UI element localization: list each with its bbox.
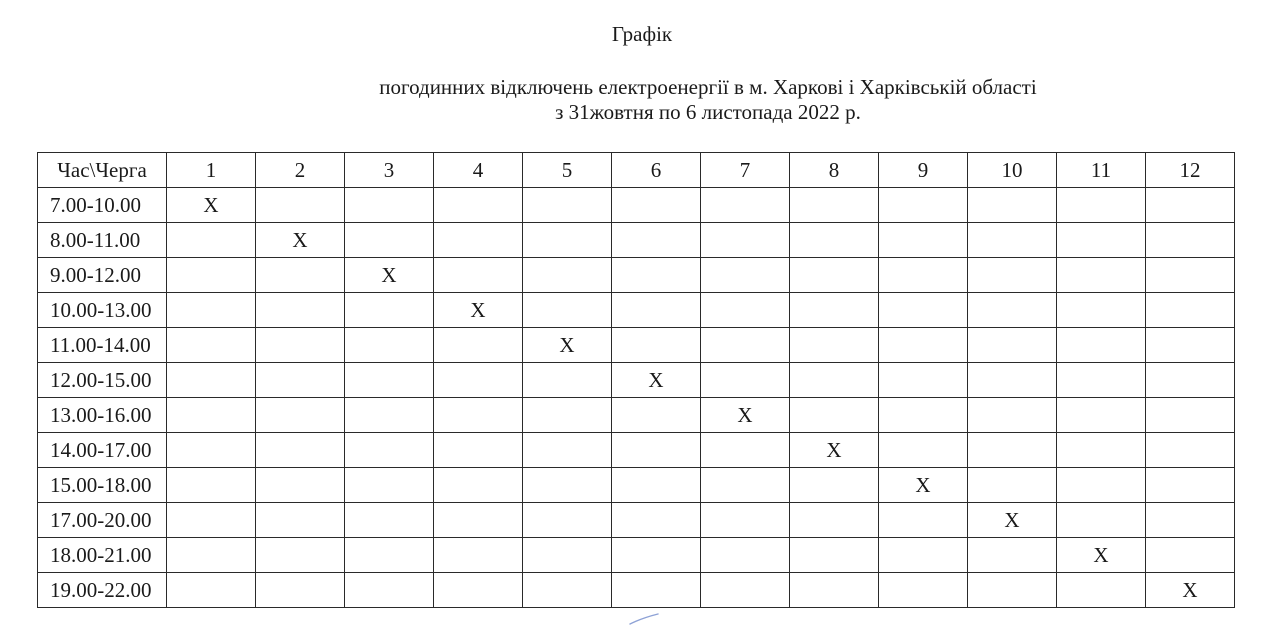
table-row [38, 188, 1235, 223]
queue-cell [523, 188, 612, 223]
queue-header: 2 [256, 153, 345, 188]
queue-cell [1057, 258, 1146, 293]
queue-cell [701, 573, 790, 608]
queue-cell [523, 223, 612, 258]
queue-header: 10 [968, 153, 1057, 188]
table-row [38, 503, 1235, 538]
outage-mark: X [737, 402, 753, 427]
table-row [38, 433, 1235, 468]
queue-cell [879, 188, 968, 223]
queue-cell [790, 328, 879, 363]
queue-cell [879, 538, 968, 573]
queue-cell [701, 503, 790, 538]
queue-cell [256, 363, 345, 398]
queue-cell [790, 258, 879, 293]
queue-header: 8 [790, 153, 879, 188]
queue-cell [701, 538, 790, 573]
queue-cell [701, 258, 790, 293]
outage-mark: X [1004, 507, 1020, 532]
queue-cell [523, 328, 612, 363]
table-row [38, 538, 1235, 573]
queue-cell [523, 398, 612, 433]
queue-cell [167, 503, 256, 538]
queue-cell [167, 328, 256, 363]
table-row [38, 328, 1235, 363]
queue-cell [345, 363, 434, 398]
document-title: Графік [611, 22, 673, 46]
queue-cell [612, 223, 701, 258]
queue-cell [523, 468, 612, 503]
queue-cell [1146, 328, 1235, 363]
time-slot-cell: 19.00-22.00 [38, 573, 167, 608]
queue-cell [523, 363, 612, 398]
queue-cell [345, 328, 434, 363]
queue-header: 6 [612, 153, 701, 188]
queue-cell [968, 433, 1057, 468]
queue-cell [701, 398, 790, 433]
queue-cell [968, 293, 1057, 328]
queue-cell [345, 468, 434, 503]
time-slot-cell: 12.00-15.00 [38, 363, 167, 398]
queue-cell [256, 258, 345, 293]
queue-cell [523, 573, 612, 608]
queue-cell [256, 538, 345, 573]
queue-cell [612, 328, 701, 363]
queue-cell [167, 538, 256, 573]
queue-cell [1057, 363, 1146, 398]
outage-mark: X [915, 472, 931, 497]
queue-cell [345, 293, 434, 328]
queue-cell [879, 468, 968, 503]
table-body [38, 188, 1235, 608]
queue-cell [612, 433, 701, 468]
queue-cell [167, 188, 256, 223]
queue-cell [345, 188, 434, 223]
queue-cell [523, 293, 612, 328]
queue-cell [523, 258, 612, 293]
queue-cell [523, 503, 612, 538]
queue-cell [701, 363, 790, 398]
queue-cell [1146, 503, 1235, 538]
queue-cell [790, 433, 879, 468]
queue-cell [968, 398, 1057, 433]
outage-mark: X [381, 262, 397, 287]
queue-cell [434, 328, 523, 363]
time-slot-cell: 14.00-17.00 [38, 433, 167, 468]
queue-cell [167, 398, 256, 433]
queue-cell [968, 468, 1057, 503]
queue-cell [612, 468, 701, 503]
outage-mark: X [826, 437, 842, 462]
time-slot-cell: 13.00-16.00 [38, 398, 167, 433]
queue-header: 5 [523, 153, 612, 188]
queue-cell [434, 223, 523, 258]
queue-cell [790, 293, 879, 328]
queue-cell [1057, 503, 1146, 538]
queue-cell [701, 468, 790, 503]
queue-cell [701, 328, 790, 363]
queue-cell [790, 573, 879, 608]
queue-cell [612, 293, 701, 328]
queue-cell [612, 258, 701, 293]
time-slot-cell: 7.00-10.00 [38, 188, 167, 223]
queue-cell [1057, 398, 1146, 433]
table-header-row [38, 153, 1235, 188]
queue-cell [1146, 293, 1235, 328]
queue-header: 12 [1146, 153, 1235, 188]
queue-cell [167, 573, 256, 608]
queue-cell [879, 223, 968, 258]
queue-cell [1057, 328, 1146, 363]
queue-cell [434, 258, 523, 293]
queue-cell [701, 433, 790, 468]
queue-cell [968, 223, 1057, 258]
queue-cell [345, 258, 434, 293]
queue-cell [968, 538, 1057, 573]
queue-cell [612, 573, 701, 608]
outage-mark: X [559, 332, 575, 357]
queue-cell [612, 398, 701, 433]
queue-cell [1146, 468, 1235, 503]
queue-cell [879, 363, 968, 398]
queue-cell [434, 433, 523, 468]
queue-cell [790, 468, 879, 503]
queue-cell [167, 293, 256, 328]
queue-cell [968, 188, 1057, 223]
queue-cell [1057, 223, 1146, 258]
subtitle-line-2: з 31жовтня по 6 листопада 2022 р. [555, 100, 861, 124]
queue-cell [434, 363, 523, 398]
queue-cell [256, 503, 345, 538]
time-slot-cell: 9.00-12.00 [38, 258, 167, 293]
queue-cell [434, 188, 523, 223]
queue-cell [879, 433, 968, 468]
queue-cell [167, 223, 256, 258]
queue-cell [879, 573, 968, 608]
queue-cell [968, 258, 1057, 293]
queue-cell [434, 573, 523, 608]
queue-cell [167, 468, 256, 503]
queue-header: 9 [879, 153, 968, 188]
queue-cell [701, 293, 790, 328]
queue-cell [345, 223, 434, 258]
table-row [38, 468, 1235, 503]
queue-cell [968, 363, 1057, 398]
queue-cell [1146, 538, 1235, 573]
queue-cell [256, 293, 345, 328]
queue-cell [790, 538, 879, 573]
queue-cell [256, 328, 345, 363]
queue-cell [879, 398, 968, 433]
queue-cell [1057, 433, 1146, 468]
queue-cell [968, 328, 1057, 363]
queue-cell [1057, 293, 1146, 328]
queue-cell [612, 363, 701, 398]
outage-mark: X [470, 297, 486, 322]
queue-cell [701, 188, 790, 223]
queue-header: 7 [701, 153, 790, 188]
time-slot-cell: 18.00-21.00 [38, 538, 167, 573]
queue-cell [1057, 573, 1146, 608]
queue-cell [1057, 188, 1146, 223]
outage-mark: X [1182, 577, 1198, 602]
queue-cell [523, 433, 612, 468]
table-row [38, 398, 1235, 433]
table-row [38, 363, 1235, 398]
queue-header: 4 [434, 153, 523, 188]
queue-cell [790, 503, 879, 538]
table-row [38, 258, 1235, 293]
queue-cell [256, 433, 345, 468]
outage-schedule-table [37, 152, 1235, 608]
queue-cell [1146, 398, 1235, 433]
queue-cell [345, 573, 434, 608]
table-row [38, 293, 1235, 328]
queue-cell [879, 258, 968, 293]
table-row [38, 223, 1235, 258]
queue-cell [701, 223, 790, 258]
queue-cell [167, 258, 256, 293]
queue-cell [1146, 258, 1235, 293]
queue-header: 1 [167, 153, 256, 188]
queue-cell [256, 398, 345, 433]
queue-cell [167, 433, 256, 468]
queue-cell [434, 398, 523, 433]
queue-cell [434, 468, 523, 503]
queue-cell [256, 188, 345, 223]
queue-cell [345, 433, 434, 468]
queue-cell [790, 363, 879, 398]
queue-cell [1057, 538, 1146, 573]
queue-cell [434, 503, 523, 538]
queue-cell [790, 398, 879, 433]
queue-header: 11 [1057, 153, 1146, 188]
outage-mark: X [203, 192, 219, 217]
queue-cell [879, 503, 968, 538]
queue-cell [434, 293, 523, 328]
queue-cell [790, 188, 879, 223]
queue-cell [1146, 573, 1235, 608]
queue-cell [256, 573, 345, 608]
subtitle-line-1: погодинних відключень електроенергії в м. Харкові і Харківській області [379, 75, 1037, 99]
queue-cell [523, 538, 612, 573]
time-slot-cell: 10.00-13.00 [38, 293, 167, 328]
queue-cell [1057, 468, 1146, 503]
time-slot-cell: 8.00-11.00 [38, 223, 167, 258]
queue-cell [1146, 433, 1235, 468]
queue-cell [968, 503, 1057, 538]
queue-cell [1146, 363, 1235, 398]
time-slot-cell: 17.00-20.00 [38, 503, 167, 538]
queue-cell [879, 293, 968, 328]
queue-cell [167, 363, 256, 398]
queue-cell [612, 503, 701, 538]
queue-cell [345, 503, 434, 538]
document-subtitle [348, 75, 1068, 125]
queue-cell [345, 398, 434, 433]
queue-cell [612, 538, 701, 573]
queue-header: 3 [345, 153, 434, 188]
queue-cell [879, 328, 968, 363]
queue-cell [790, 223, 879, 258]
outage-mark: X [292, 227, 308, 252]
time-slot-cell: 15.00-18.00 [38, 468, 167, 503]
queue-cell [256, 223, 345, 258]
table-row [38, 573, 1235, 608]
outage-mark: X [1093, 542, 1109, 567]
outage-mark: X [648, 367, 664, 392]
time-slot-cell: 11.00-14.00 [38, 328, 167, 363]
queue-cell [968, 573, 1057, 608]
corner-header: Час\Черга [38, 153, 167, 188]
queue-cell [1146, 188, 1235, 223]
queue-cell [1146, 223, 1235, 258]
queue-cell [256, 468, 345, 503]
queue-cell [434, 538, 523, 573]
queue-cell [612, 188, 701, 223]
queue-cell [345, 538, 434, 573]
